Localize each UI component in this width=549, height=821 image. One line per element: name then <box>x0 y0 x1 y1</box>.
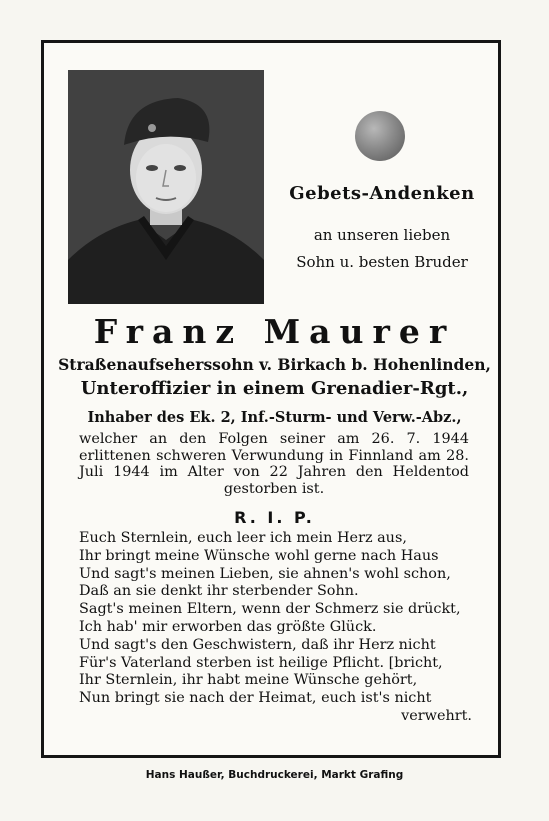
poem-line: Für's Vaterland sterben ist heilige Pflicht. [bricht, <box>79 654 443 671</box>
poem-line: verwehrt. <box>401 707 472 724</box>
poem-line: Ihr Sternlein, ihr habt meine Wünsche gehört, <box>79 672 418 689</box>
poem-line: Ihr bringt meine Wünsche wohl gerne nach Haus <box>79 547 439 564</box>
obituary-text: welcher an den Folgen seiner am 26. 7. 1944 erlittenen schweren Verwundung in Finnland am 28. Juli 1944 im Alter von 22 Jahren den Heldentod gestorben ist. <box>79 431 469 497</box>
poem-line: Sagt's meinen Eltern, wenn der Schmerz sie drückt, <box>79 601 461 618</box>
occupation-line: Straßenaufseherssohn v. Birkach b. Hohenlinden, <box>58 355 491 374</box>
poem <box>79 530 474 726</box>
poem-line: Und sagt's den Geschwistern, daß ihr Herz nicht <box>79 636 436 653</box>
poem-line: Euch Sternlein, euch leer ich mein Herz aus, <box>79 530 407 546</box>
portrait-photo <box>68 70 264 304</box>
heading-gebets-andenken: Gebets-Andenken <box>289 183 475 204</box>
dedication-line-1: an unseren lieben <box>313 226 451 244</box>
awards-line: Inhaber des Ek. 2, Inf.-Sturm- und Verw.-Abz., <box>87 409 462 426</box>
deceased-name: Franz Maurer <box>93 312 456 351</box>
rip-text: R. I. P. <box>234 508 315 527</box>
poem-line: Daß an sie denkt ihr sterbender Sohn. <box>79 583 359 600</box>
poem-line: Nun bringt sie nach der Heimat, euch ist's nicht <box>79 690 432 707</box>
poem-line: Und sagt's meinen Lieben, sie ahnen's wohl schon, <box>79 565 451 582</box>
printer-imprint: Hans Haußer, Buchdruckerei, Markt Grafing <box>145 769 404 781</box>
poem-line: Ich hab' mir erworben das größte Glück. <box>79 618 377 635</box>
dedication-line-2: Sohn u. besten Bruder <box>296 253 468 271</box>
seal-circle <box>355 111 405 161</box>
rank-line: Unteroffizier in einem Grenadier-Rgt., <box>80 378 469 399</box>
